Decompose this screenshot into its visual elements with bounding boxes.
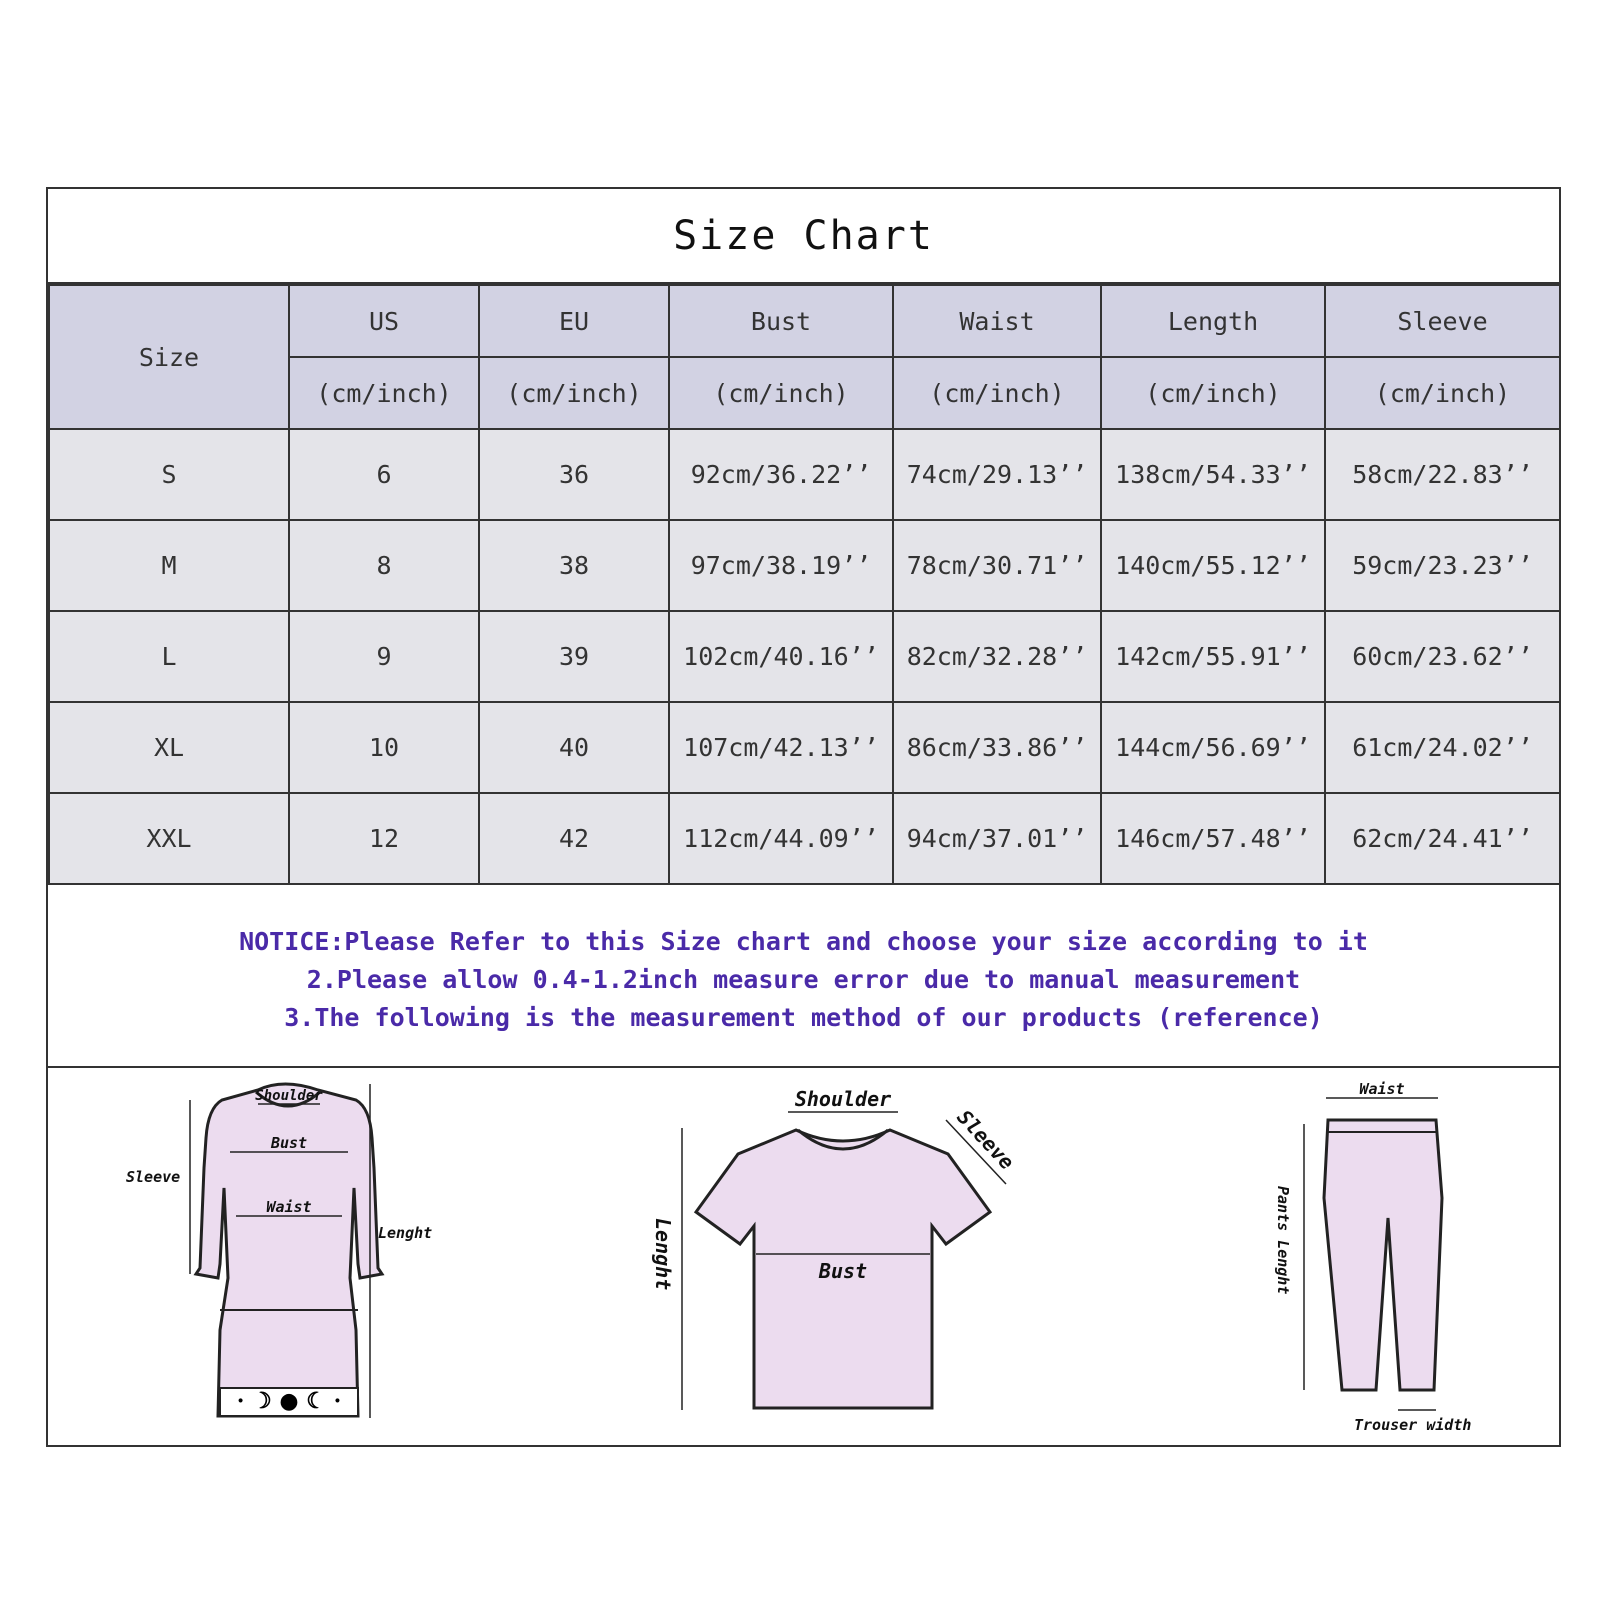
table-cell: 86cm/33.86’’ [893, 702, 1101, 793]
table-cell: 74cm/29.13’’ [893, 429, 1101, 520]
table-cell: 140cm/55.12’’ [1101, 520, 1325, 611]
column-header-length: Length [1101, 285, 1325, 357]
pants-silhouette [1324, 1120, 1442, 1390]
table-cell: L [49, 611, 289, 702]
table-cell: 144cm/56.69’’ [1101, 702, 1325, 793]
unit-label: (cm/inch) [1101, 357, 1325, 429]
table-cell: XL [49, 702, 289, 793]
table-row [49, 520, 1560, 611]
table-cell: 112cm/44.09’’ [669, 793, 893, 884]
tshirt-bust-label: Bust [818, 1259, 868, 1283]
unit-label: (cm/inch) [893, 357, 1101, 429]
table-cell: M [49, 520, 289, 611]
notice-line-1: NOTICE:Please Refer to this Size chart and choose your size according to it [239, 926, 1368, 956]
dress-waist-label: Waist [266, 1198, 312, 1216]
table-cell: 142cm/55.91’’ [1101, 611, 1325, 702]
hem-moon-pattern: · ☽ ● ☾ · [236, 1388, 342, 1414]
tshirt-shoulder-label: Shoulder [794, 1087, 892, 1111]
table-cell: 36 [479, 429, 669, 520]
unit-label: (cm/inch) [479, 357, 669, 429]
table-cell: 6 [289, 429, 479, 520]
table-row [49, 429, 1560, 520]
column-header-bust: Bust [669, 285, 893, 357]
table-cell: 107cm/42.13’’ [669, 702, 893, 793]
pants-diagram [1248, 1068, 1548, 1445]
table-cell: 42 [479, 793, 669, 884]
table-cell: 59cm/23.23’’ [1325, 520, 1560, 611]
table-cell: 92cm/36.22’’ [669, 429, 893, 520]
table-cell: 38 [479, 520, 669, 611]
table-cell: 138cm/54.33’’ [1101, 429, 1325, 520]
table-cell: 10 [289, 702, 479, 793]
tshirt-length-label: Lenght [651, 1218, 675, 1291]
dress-sleeve-label: Sleeve [126, 1168, 181, 1186]
measurement-diagrams [48, 1068, 1559, 1445]
pants-trouser-width-label: Trouser width [1354, 1416, 1472, 1434]
tshirt-sleeve-label: Sleeve [952, 1105, 1020, 1175]
column-header-us: US [289, 285, 479, 357]
chart-title: Size Chart [48, 189, 1559, 284]
notice-line-2: 2.Please allow 0.4-1.2inch measure error due to manual measurement [306, 964, 1301, 994]
table-cell: 61cm/24.02’’ [1325, 702, 1560, 793]
size-table [48, 284, 1561, 885]
table-cell: 82cm/32.28’’ [893, 611, 1101, 702]
tshirt-diagram [628, 1068, 1048, 1445]
table-row [49, 793, 1560, 884]
dress-shoulder-label: Shoulder [255, 1088, 323, 1104]
table-cell: 146cm/57.48’’ [1101, 793, 1325, 884]
table-row [49, 611, 1560, 702]
table-cell: 40 [479, 702, 669, 793]
table-cell: 94cm/37.01’’ [893, 793, 1101, 884]
dress-bust-label: Bust [270, 1134, 308, 1152]
column-header-sleeve: Sleeve [1325, 285, 1560, 357]
notice-line-3: 3.The following is the measurement method of our products (reference) [284, 1002, 1323, 1032]
column-header-eu: EU [479, 285, 669, 357]
unit-label: (cm/inch) [289, 357, 479, 429]
column-header-waist: Waist [893, 285, 1101, 357]
table-cell: XXL [49, 793, 289, 884]
dress-diagram [108, 1068, 508, 1445]
header-row [49, 285, 1560, 357]
table-cell: 60cm/23.62’’ [1325, 611, 1560, 702]
table-cell: S [49, 429, 289, 520]
table-cell: 39 [479, 611, 669, 702]
notice-section [48, 893, 1559, 1068]
unit-label: (cm/inch) [669, 357, 893, 429]
dress-length-label: Lenght [378, 1224, 433, 1242]
size-chart-frame [46, 187, 1561, 1447]
pants-length-label: Pants Lenght [1274, 1186, 1292, 1295]
table-cell: 9 [289, 611, 479, 702]
table-row [49, 702, 1560, 793]
table-cell: 8 [289, 520, 479, 611]
table-cell: 12 [289, 793, 479, 884]
pants-waist-label: Waist [1359, 1080, 1405, 1098]
table-cell: 102cm/40.16’’ [669, 611, 893, 702]
size-header: Size [49, 285, 289, 429]
table-cell: 62cm/24.41’’ [1325, 793, 1560, 884]
table-cell: 58cm/22.83’’ [1325, 429, 1560, 520]
unit-label: (cm/inch) [1325, 357, 1560, 429]
table-cell: 97cm/38.19’’ [669, 520, 893, 611]
table-cell: 78cm/30.71’’ [893, 520, 1101, 611]
